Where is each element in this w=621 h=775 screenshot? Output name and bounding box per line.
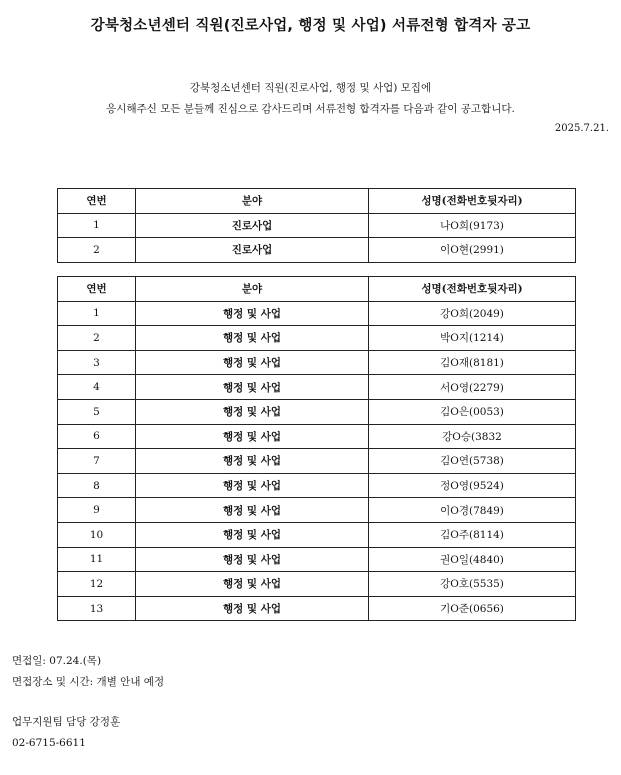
cell-field: 행정 및 사업 [136,449,369,474]
cell-name: 권O일(4840) [369,547,576,572]
announcement-date: 2025.7.21. [554,123,609,134]
cell-field: 행정 및 사업 [136,498,369,523]
cell-no: 11 [58,547,136,572]
cell-field: 행정 및 사업 [136,375,369,400]
header-no: 연번 [58,277,136,302]
cell-name: 김O재(8181) [369,350,576,375]
header-no: 연번 [58,189,136,214]
table-row [58,238,576,263]
cell-no: 6 [58,424,136,449]
table-row [58,547,576,572]
contact-person: 업무지원팀 담당 강정훈 [12,716,121,728]
cell-field: 진로사업 [136,238,369,263]
cell-field: 행정 및 사업 [136,424,369,449]
intro-line-2: 응시해주신 모든 분들께 진심으로 감사드리며 서류전형 합격자를 다음과 같이 공고합니다. [106,103,515,115]
cell-name: 나O희(9173) [369,213,576,238]
cell-no: 12 [58,572,136,597]
cell-name: 김O은(0053) [369,399,576,424]
cell-name: 정O영(9524) [369,473,576,498]
cell-field: 행정 및 사업 [136,399,369,424]
table-row [58,424,576,449]
table-row [58,498,576,523]
cell-no: 9 [58,498,136,523]
table-row [58,473,576,498]
cell-no: 10 [58,522,136,547]
cell-no: 1 [58,213,136,238]
table-header-row [58,189,576,214]
header-name: 성명(전화번호뒷자리) [369,189,576,214]
table-row [58,522,576,547]
cell-field: 행정 및 사업 [136,473,369,498]
cell-name: 이O현(2991) [369,238,576,263]
cell-name: 강O호(5535) [369,572,576,597]
cell-name: 서O영(2279) [369,375,576,400]
cell-no: 1 [58,301,136,326]
cell-name: 박O지(1214) [369,326,576,351]
table-row [58,301,576,326]
cell-no: 8 [58,473,136,498]
cell-field: 행정 및 사업 [136,596,369,621]
header-field: 분야 [136,189,369,214]
cell-name: 강O희(2049) [369,301,576,326]
cell-field: 행정 및 사업 [136,572,369,597]
header-field: 분야 [136,277,369,302]
cell-name: 기O준(0656) [369,596,576,621]
table-row [58,596,576,621]
cell-field: 행정 및 사업 [136,350,369,375]
cell-field: 진로사업 [136,213,369,238]
page-title: 강북청소년센터 직원(진로사업, 행정 및 사업) 서류전형 합격자 공고 [90,18,531,34]
intro-line-1: 강북청소년센터 직원(진로사업, 행정 및 사업) 모집에 [189,82,432,94]
cell-name: 김O연(5738) [369,449,576,474]
results-table-admin [57,276,576,621]
cell-no: 13 [58,596,136,621]
results-table-career [57,188,576,263]
table-row [58,449,576,474]
table-row [58,213,576,238]
table-row [58,572,576,597]
cell-field: 행정 및 사업 [136,301,369,326]
interview-place: 면접장소 및 시간: 개별 안내 예정 [12,676,165,688]
table-row [58,350,576,375]
cell-field: 행정 및 사업 [136,547,369,572]
cell-no: 3 [58,350,136,375]
table-row [58,399,576,424]
cell-field: 행정 및 사업 [136,326,369,351]
cell-no: 7 [58,449,136,474]
cell-no: 4 [58,375,136,400]
cell-no: 5 [58,399,136,424]
interview-date: 면접일: 07.24.(목) [12,655,102,667]
table-row [58,326,576,351]
cell-name: 강O승(3832 [369,424,576,449]
cell-name: 이O경(7849) [369,498,576,523]
cell-field: 행정 및 사업 [136,522,369,547]
table-header-row [58,277,576,302]
table-row [58,375,576,400]
cell-no: 2 [58,238,136,263]
header-name: 성명(전화번호뒷자리) [369,277,576,302]
cell-no: 2 [58,326,136,351]
contact-phone: 02-6715-6611 [12,737,86,749]
cell-name: 김O주(8114) [369,522,576,547]
